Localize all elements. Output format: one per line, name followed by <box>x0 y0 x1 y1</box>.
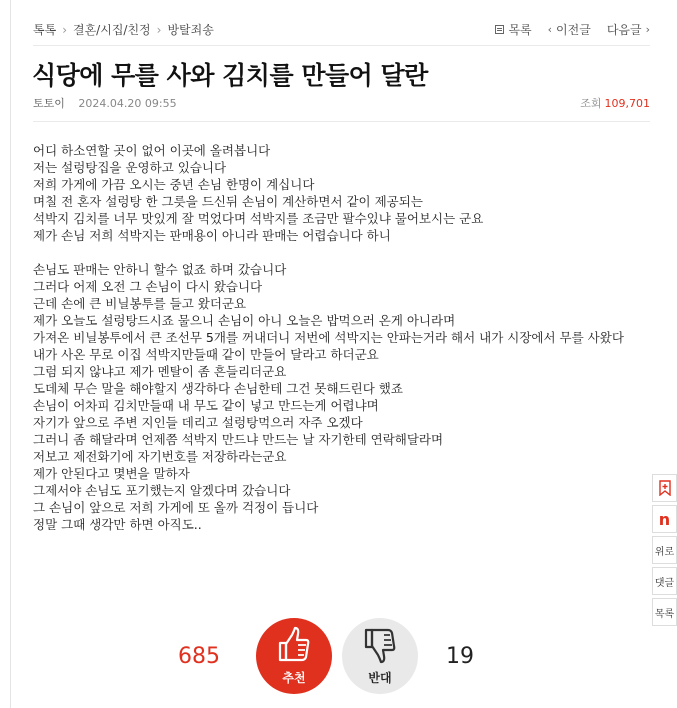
upvote-label: 추천 <box>282 671 306 685</box>
next-label: 다음글 <box>606 23 642 37</box>
post-body <box>33 142 648 533</box>
body-line: 며칠 전 혼자 설렁탕 한 그릇을 드신뒤 손님이 계산하면서 같이 제공되는 <box>33 194 423 209</box>
chevron-left-icon: ‹ <box>547 23 553 36</box>
chevron-right-icon: › <box>62 22 67 37</box>
body-line: 제가 안된다고 몇변을 말하자 <box>33 466 190 481</box>
downvote-label: 반대 <box>368 671 392 685</box>
comments-label: 댓글 <box>654 577 675 589</box>
body-line: 저는 설렁탕집을 운영하고 있습니다 <box>33 160 227 175</box>
list-icon <box>495 25 504 34</box>
side-toolbar <box>652 474 677 629</box>
upvote-count: 685 <box>178 644 220 669</box>
body-line: 자기가 앞으로 주변 지인들 데리고 설렁탕먹으러 자주 오겠다 <box>33 415 363 430</box>
body-line: 근데 손에 큰 비닐봉투를 들고 왔더군요 <box>33 296 247 311</box>
thumbs-down-icon <box>362 626 398 664</box>
views-number: 109,701 <box>604 97 650 110</box>
downvote-button[interactable] <box>342 618 418 694</box>
body-line: 그 손님이 앞으로 저희 가게에 또 올까 걱정이 듭니다 <box>33 500 319 515</box>
next-post-button[interactable] <box>607 21 650 38</box>
body-line: 도데체 무슨 말을 해야할지 생각하다 손님한테 그건 못해드린다 했죠 <box>33 381 403 396</box>
post-navigation <box>479 21 650 38</box>
body-line: 손님도 판매는 안하니 할수 없죠 하며 갔습니다 <box>33 262 287 277</box>
body-line: 제가 오늘도 설렁탕드시죠 물으니 손님이 아니 오늘은 밥먹으러 온게 아니라며 <box>33 313 456 328</box>
body-line: 석박지 김치를 너무 맛있게 잘 먹었다며 석박지를 조금만 팔수있냐 물어보시는 군요 <box>33 211 484 226</box>
breadcrumb-item[interactable]: 결혼/시집/친정 <box>73 23 151 37</box>
bookmark-icon <box>658 480 672 496</box>
post-title: 식당에 무를 사와 김치를 만들어 달란 <box>32 61 428 90</box>
side-list-button[interactable] <box>652 598 677 626</box>
body-line: 그제서야 손님도 포기했는지 알겠다며 갔습니다 <box>33 483 291 498</box>
breadcrumb-item[interactable]: 톡톡 <box>33 23 57 37</box>
body-line: 정말 그때 생각만 하면 아직도.. <box>33 517 202 532</box>
scroll-top-label: 위로 <box>654 546 675 558</box>
comments-button[interactable] <box>652 567 677 595</box>
post-date: 2024.04.20 09:55 <box>78 97 177 110</box>
body-line: 저보고 제전화기에 자기번호를 저장하라는군요 <box>33 449 287 464</box>
chevron-right-icon: › <box>156 22 162 37</box>
list-label: 목록 <box>508 23 532 37</box>
body-line: 가져온 비닐봉투에서 큰 조선무 5개를 꺼내더니 저번에 석박지는 안파는거라 해서 내가 시장에서 무를 사왔다 <box>33 330 624 345</box>
body-line: 제가 손님 저희 석박지는 판매용이 아니라 판매는 어렵습니다 하니 <box>33 228 391 243</box>
author-name[interactable]: 토토이 <box>33 97 65 110</box>
bookmark-button[interactable] <box>652 474 677 502</box>
body-line: 그러다 어제 오전 그 손님이 다시 왔습니다 <box>33 279 263 294</box>
divider <box>33 121 650 122</box>
nate-button[interactable] <box>652 505 677 533</box>
body-line: 내가 사온 무로 이집 석박지만들때 같이 만들어 달라고 하더군요 <box>33 347 379 362</box>
breadcrumb <box>33 21 214 38</box>
scroll-top-button[interactable] <box>652 536 677 564</box>
body-line: 저희 가게에 가끔 오시는 중년 손님 한명이 계십니다 <box>33 177 315 192</box>
thumbs-up-icon <box>276 626 312 664</box>
body-line: 손님이 어차피 김치만들때 내 무도 같이 넣고 만드는게 어렵냐며 <box>33 398 379 413</box>
upvote-button[interactable] <box>256 618 332 694</box>
nate-logo-icon: n <box>658 509 671 529</box>
downvote-count: 19 <box>446 644 474 669</box>
views-label: 조회 <box>580 97 602 110</box>
top-nav <box>33 21 650 39</box>
prev-post-button[interactable] <box>548 21 591 38</box>
paragraph-gap <box>33 244 648 261</box>
body-line: 어디 하소연할 곳이 없어 이곳에 올려봅니다 <box>33 143 271 158</box>
list-button[interactable] <box>495 21 531 38</box>
chevron-right-icon: › <box>645 23 650 36</box>
side-list-label: 목록 <box>654 608 675 620</box>
post-meta <box>33 95 650 111</box>
view-count <box>580 95 650 111</box>
body-line: 그럼 되지 않냐고 제가 멘탈이 좀 흔들리더군요 <box>33 364 287 379</box>
divider <box>33 45 650 46</box>
prev-label: 이전글 <box>556 23 591 37</box>
vote-area <box>0 618 677 698</box>
body-line: 그러니 좀 해달라며 언제쯤 석박지 만드냐 만드는 날 자기한테 연락해달라며 <box>33 432 444 447</box>
breadcrumb-item[interactable]: 방탈죄송 <box>167 23 214 37</box>
